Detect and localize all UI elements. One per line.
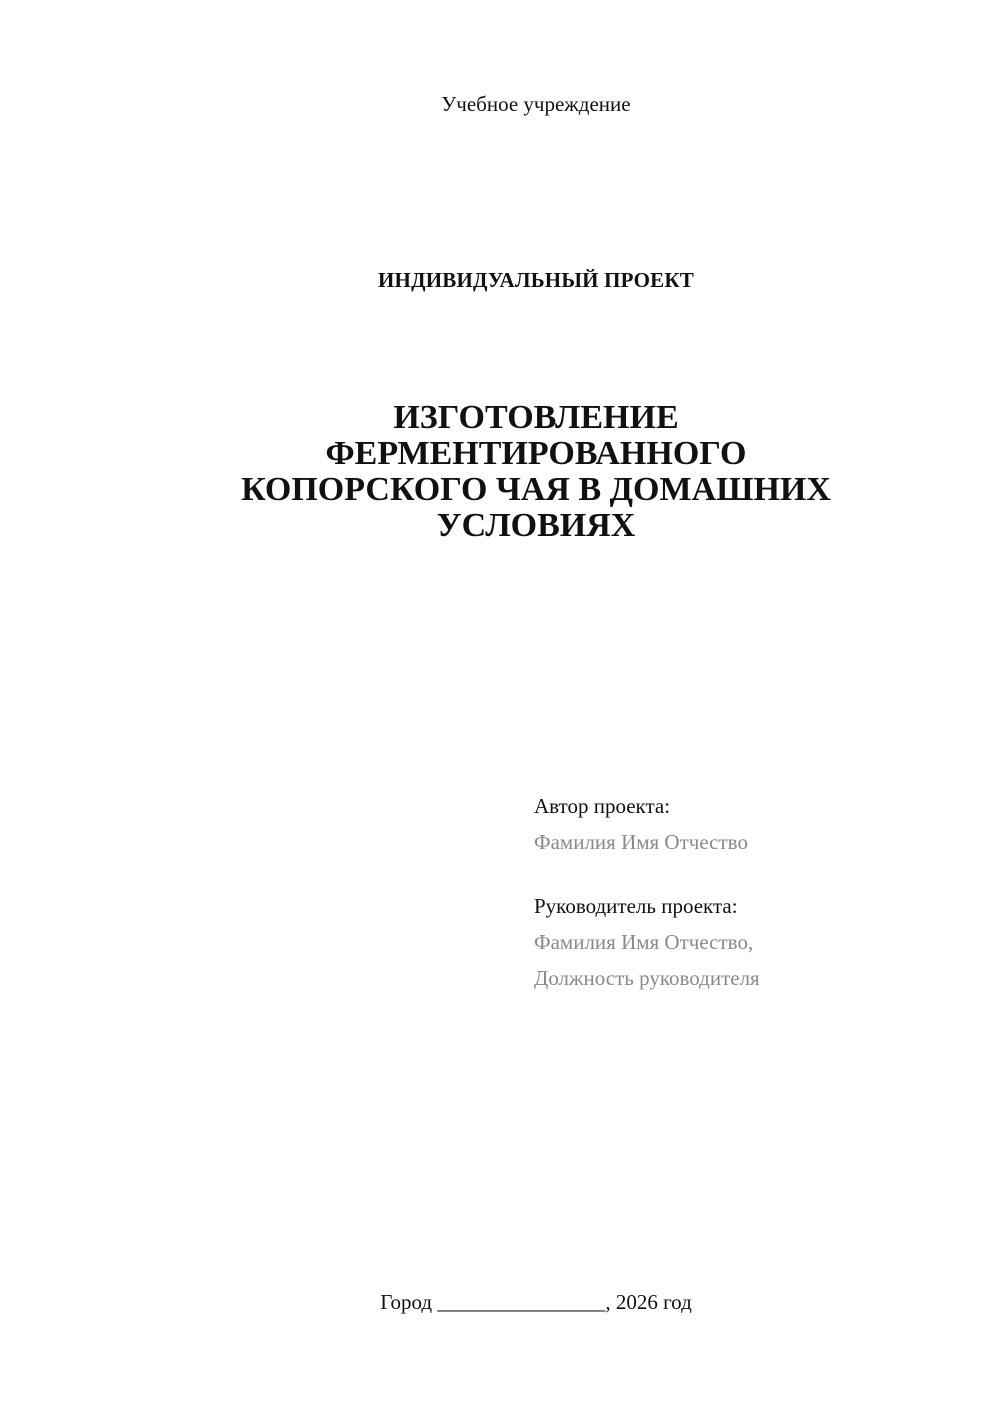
author-name-placeholder: Фамилия Имя Отчество <box>534 830 748 854</box>
city-year-footer: Город ________________, 2026 год <box>380 1290 692 1314</box>
title-line: КОПОРСКОГО ЧАЯ В ДОМАШНИХ <box>241 471 831 508</box>
supervisor-name-placeholder: Фамилия Имя Отчество, <box>534 930 754 954</box>
supervisor-position-placeholder: Должность руководителя <box>534 966 760 990</box>
credits-block <box>534 788 974 996</box>
spacer <box>534 860 974 888</box>
author-label: Автор проекта: <box>534 794 671 818</box>
institution-name: Учебное учреждение <box>441 92 631 116</box>
title-line: ИЗГОТОВЛЕНИЕ <box>393 399 679 436</box>
title-line: ФЕРМЕНТИРОВАННОГО <box>325 435 747 472</box>
project-title <box>170 400 902 544</box>
title-line: УСЛОВИЯХ <box>436 507 636 544</box>
supervisor-label: Руководитель проекта: <box>534 894 738 918</box>
project-kind-heading: ИНДИВИДУАЛЬНЫЙ ПРОЕКТ <box>378 268 694 292</box>
